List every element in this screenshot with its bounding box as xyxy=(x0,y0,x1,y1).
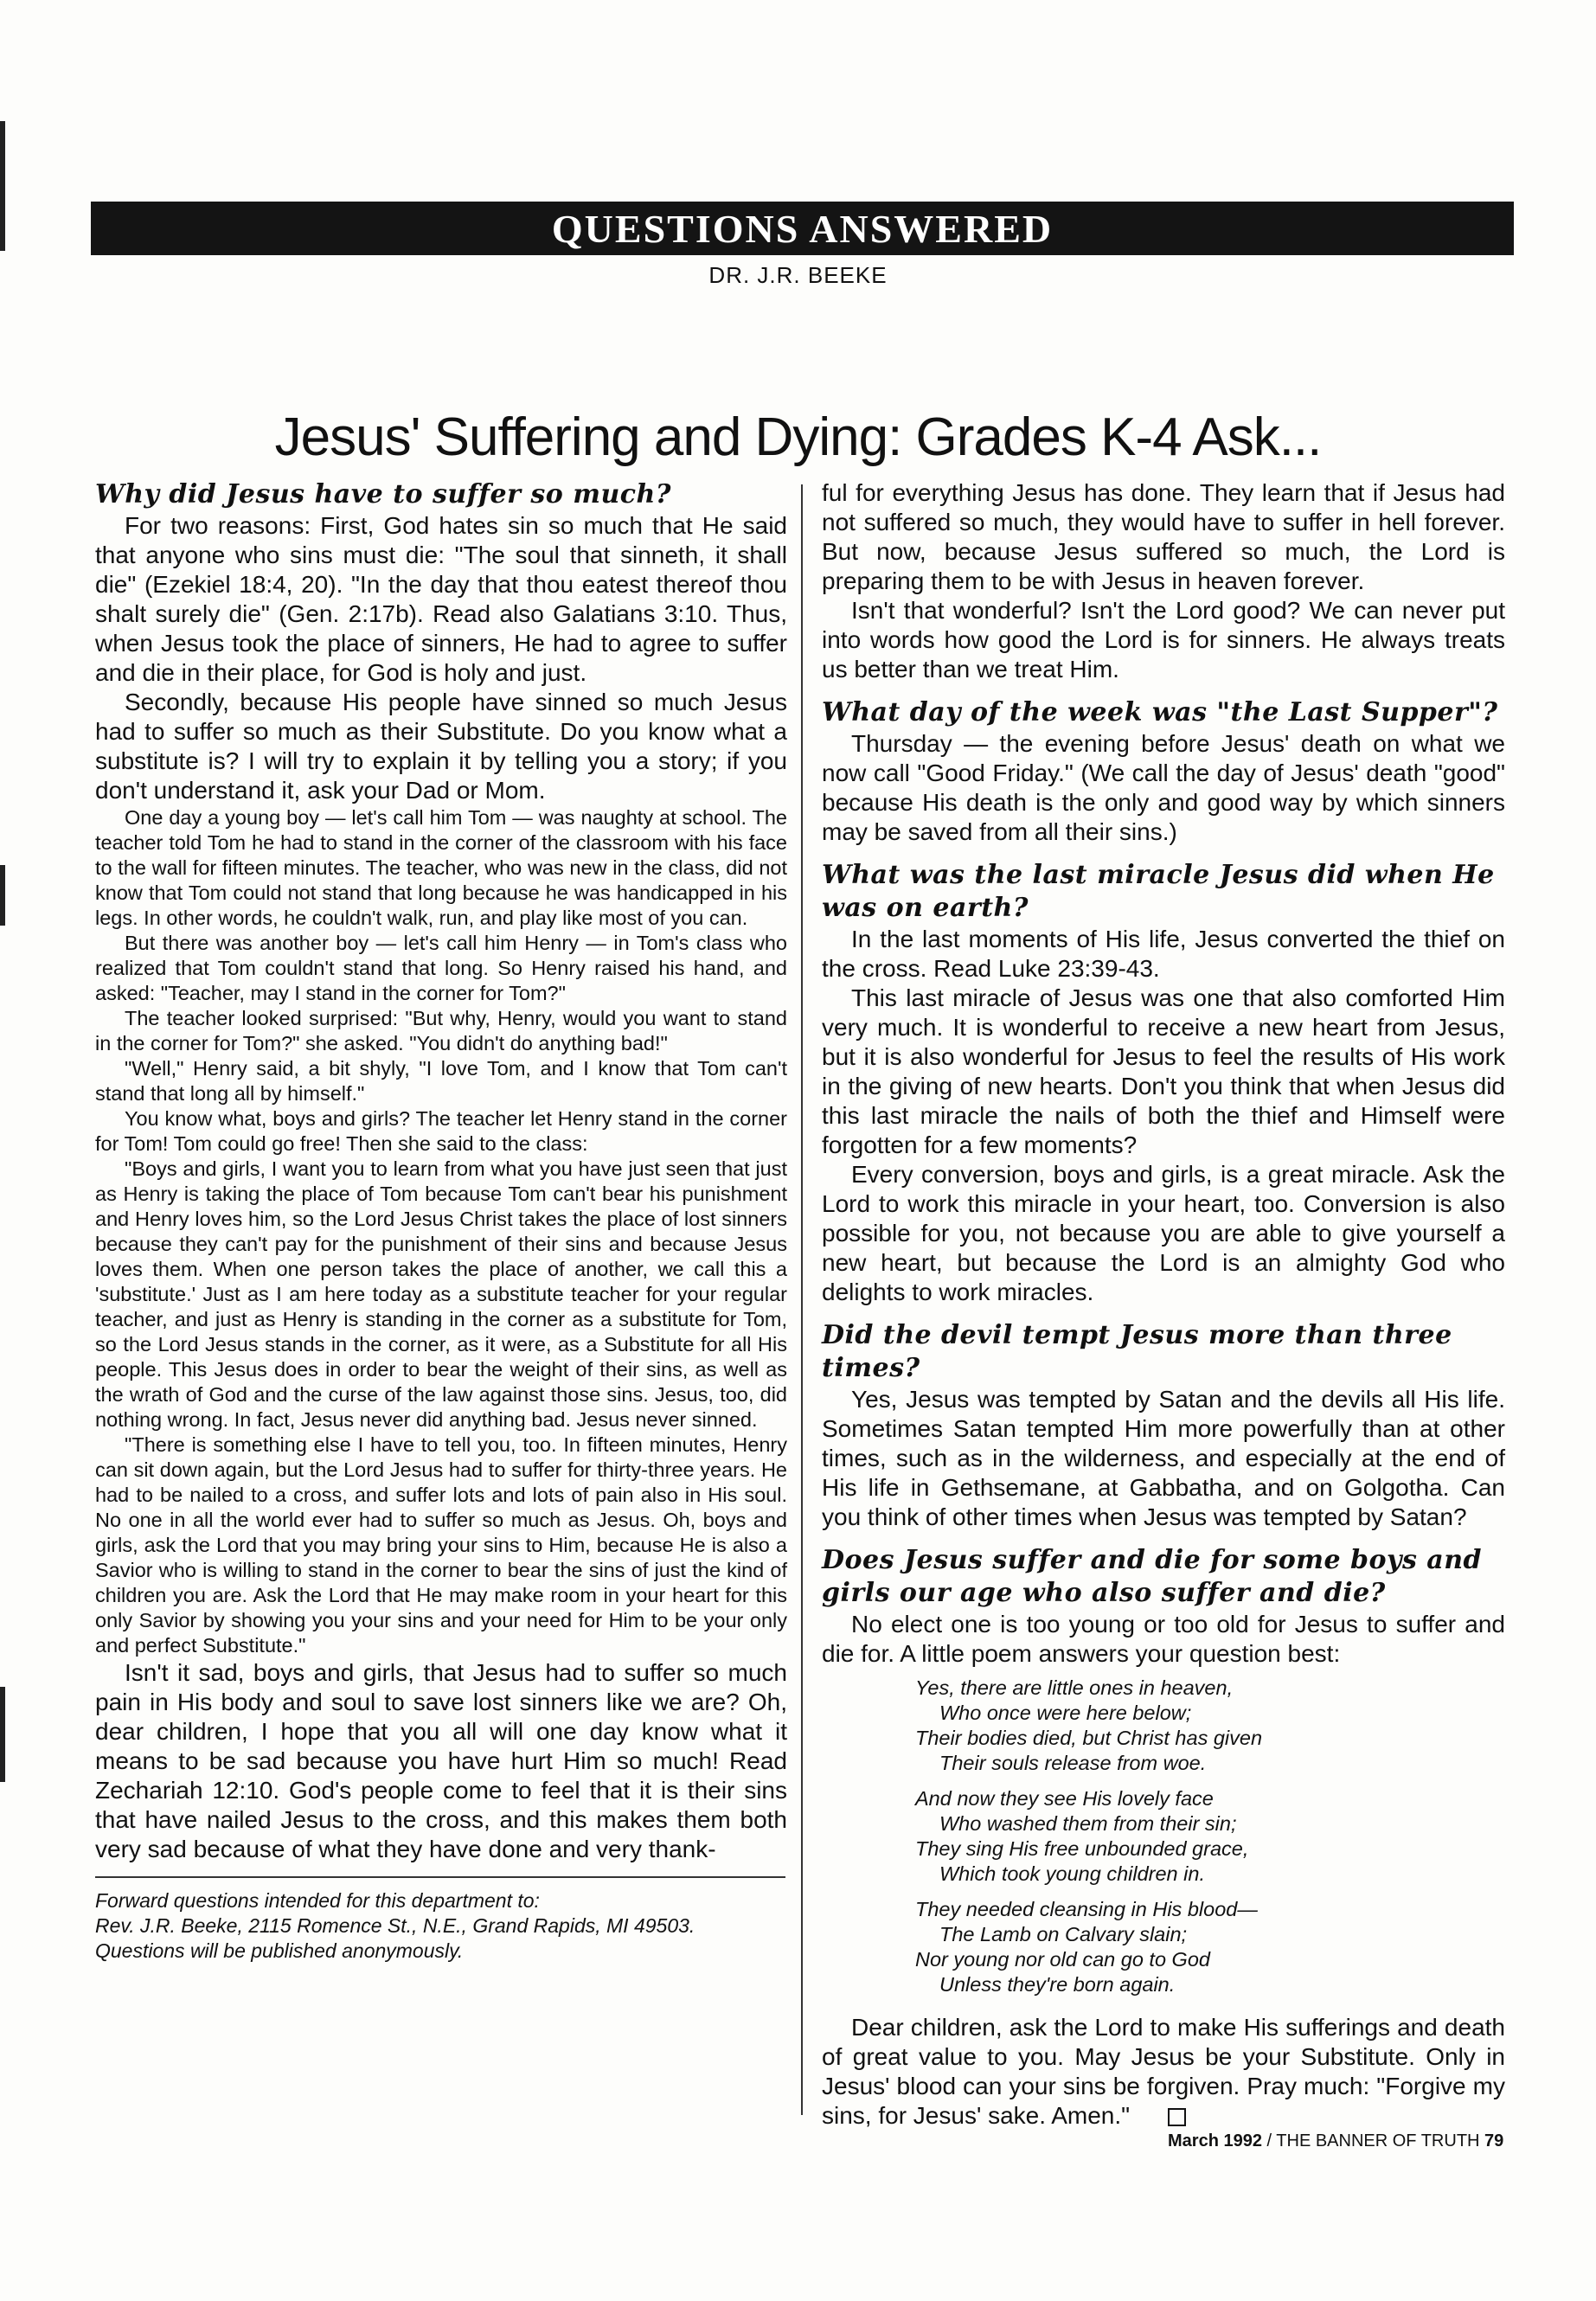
poem-line: Their souls release from woe. xyxy=(939,1752,1207,1774)
story-paragraph: "Well," Henry said, a bit shyly, "I love Tom, and I know that Tom can't stand that long all by himself." xyxy=(95,1057,787,1105)
story-paragraph: One day a young boy — let's call him Tom — was naughty at school. The teacher told Tom he had to stand in the corner of the classroom with his face to the wall for fifteen minutes. The teacher, who was new in the class, did not know that Tom could not stand that long because he was handicapped in his legs. In other words, he couldn't walk, run, and play like most of you can. xyxy=(95,806,787,929)
scan-edge-low xyxy=(0,1687,5,1782)
footnote-line: Rev. J.R. Beeke, 2115 Romence St., N.E., Grand Rapids, MI 49503. xyxy=(95,1914,695,1937)
story-paragraph: You know what, boys and girls? The teacher let Henry stand in the corner for Tom! Tom could go free! Then she said to the class: xyxy=(95,1107,787,1155)
poem-line: Who once were here below; xyxy=(939,1702,1192,1724)
poem-line: Nor young nor old can go to God xyxy=(915,1948,1210,1971)
question-heading: Did the devil tempt Jesus more than three times? xyxy=(822,1320,1452,1383)
paragraph: No elect one is too young or too old for Jesus to suffer and die for. A little poem answers your question best: xyxy=(822,1611,1505,1667)
scan-edge-mid xyxy=(0,865,5,926)
poem-line: Which took young children in. xyxy=(939,1862,1205,1885)
poem-line: They needed cleansing in His blood— xyxy=(915,1898,1258,1920)
paragraph: For two reasons: First, God hates sin so much that He said that anyone who sins must die: "The soul that sinneth, it shall die" (Ezekiel 18:4, 20). "In the day that thou eatest thereof thou shalt surely die" (Gen. 2:17b). Read also Galatians 3:10. Thus, when Jesus took the place of sinners, He had to agree to suffer and die in their place, for God is holy and just. xyxy=(95,512,787,686)
column-divider xyxy=(801,484,803,2115)
paragraph: Isn't that wonderful? Isn't the Lord good? We can never put into words how good the Lord is for sinners. He always treats us better than we treat Him. xyxy=(822,597,1505,683)
paragraph: Thursday — the evening before Jesus' death on what we now call "Good Friday." (We call the day of Jesus' death "good" because His death is the only and good way by which sinners may be saved from all their sins.) xyxy=(822,730,1505,845)
story-paragraph: "There is something else I have to tell you, too. In fifteen minutes, Henry can sit down again, but the Lord Jesus had to suffer for thirty-three years. He had to be nailed to a cross, and suffer lots and lots of pain also in His soul. No one in all the world ever had to suffer so much as Jesus. Oh, boys and girls, ask the Lord that you may bring your sins to Him, because He is also a Savior who is willing to stand in the corner to bear the sins of just the kind of children you are. Ask the Lord that He may make room in your heart for this only Savior by showing you your sins and your need for Him to be your only and perfect Substitute." xyxy=(95,1433,787,1657)
closing-text: Dear children, ask the Lord to make His sufferings and death of great value to you. May Jesus be your Substitute. Only in Jesus' blood can your sins be forgiven. Pray much: "Forgive my sins, for Jesus' sake. Amen." xyxy=(822,2014,1505,2129)
poem-stanza xyxy=(822,1897,1505,1997)
question-heading: Does Jesus suffer and die for some boys and girls our age who also suffer and die? xyxy=(822,1545,1483,1608)
paragraph: Every conversion, boys and girls, is a great miracle. Ask the Lord to work this miracle in your heart, too. Conversion is also possible for you, not because you are able to give yourself a new heart, but because the Lord is an almighty God who delights to work miracles. xyxy=(822,1161,1505,1305)
poem-line: Unless they're born again. xyxy=(939,1973,1176,1996)
publication-name: / THE BANNER OF TRUTH xyxy=(1261,2131,1485,2150)
poem-line: Their bodies died, but Christ has given xyxy=(915,1727,1263,1749)
footnote-line: Questions will be published anonymously. xyxy=(95,1939,464,1962)
poem-line: The Lamb on Calvary slain; xyxy=(939,1923,1188,1945)
author-byline: DR. J.R. BEEKE xyxy=(708,262,888,288)
story-paragraph: But there was another boy — let's call him Henry — in Tom's class who realized that Tom couldn't stand that long. So Henry raised his hand, and asked: "Teacher, may I stand in the corner for Tom?" xyxy=(95,932,787,1004)
paragraph: ful for everything Jesus has done. They learn that if Jesus had not suffered so much, they would have to suffer in hell forever. But now, because Jesus suffered so much, the Lord is preparing them to be with Jesus in heaven forever. xyxy=(822,479,1505,594)
section-banner xyxy=(91,202,1514,255)
story-paragraph: The teacher looked surprised: "But why, Henry, would you want to stand in the corner for Tom?" she asked. "You didn't do anything bad!" xyxy=(95,1007,787,1054)
paragraph: Yes, Jesus was tempted by Satan and the devils all His life. Sometimes Satan tempted Him more powerfully than at other times, such as in the wilderness, and especially at the end of His life in Gethsemane, at Gabbatha, and on Golgotha. Can you think of other times when Jesus was tempted by Satan? xyxy=(822,1386,1505,1530)
poem-stanza xyxy=(822,1676,1505,1776)
paragraph: In the last moments of His life, Jesus converted the thief on the cross. Read Luke 23:39-43. xyxy=(822,926,1505,982)
footnote-line: Forward questions intended for this department to: xyxy=(95,1889,540,1912)
left-column xyxy=(95,478,787,1964)
story-paragraph: "Boys and girls, I want you to learn from what you have just seen that just as Henry is taking the place of Tom because Tom can't bear his punishment and Henry loves him, so the Lord Jesus Christ takes the place of lost sinners because they can't pay for the punishment of their sins and because Jesus loves them. When one person takes the place of another, we call this a 'substitute.' Just as I am here today as a substitute teacher for your regular teacher, and just as Henry is standing in the corner as a substitute for Tom, so the Lord Jesus stands in the corner, as it were, as a Substitute for all His people. This Jesus does in order to bear the weight of their sins, as well as the wrath of God and the curse of the law against those sins. Jesus, too, did nothing wrong. In fact, Jesus never did anything bad. Jesus never sinned. xyxy=(95,1157,787,1431)
footnote-divider xyxy=(95,1876,785,1878)
page-footer xyxy=(1168,2131,1503,2151)
poem-stanza xyxy=(822,1786,1505,1887)
end-mark-icon xyxy=(1168,2108,1186,2126)
poem-line: Yes, there are little ones in heaven, xyxy=(915,1676,1234,1699)
article-headline: Jesus' Suffering and Dying: Grades K-4 Ask... xyxy=(274,407,1322,467)
page-number: 79 xyxy=(1484,2131,1504,2150)
paragraph: Secondly, because His people have sinned so much Jesus had to suffer so much as their Substitute. Do you know what a substitute is? I will try to explain it by telling you a story; if you don't understand it, ask your Dad or Mom. xyxy=(95,689,787,804)
poem xyxy=(822,1676,1505,1997)
banner-title: QUESTIONS ANSWERED xyxy=(551,206,1054,251)
scan-edge-top xyxy=(0,121,5,251)
paragraph: This last miracle of Jesus was one that also comforted Him very much. It is wonderful to receive a new heart from Jesus, but it is also wonderful for Jesus to feel the results of His work in the giving of new hearts. Don't you think that when Jesus did this last miracle the nails of both the thief and Himself were forgotten for a few moments? xyxy=(822,984,1505,1158)
paragraph: Isn't it sad, boys and girls, that Jesus had to suffer so much pain in His body and soul to save lost sinners like we are? Oh, dear children, I hope that you all will one day know what it means to be sad because you have hurt Him so much! Read Zechariah 12:10. God's people come to feel that it is their sins that have nailed Jesus to the cross, and this makes them both very sad because of what they have done and very thank- xyxy=(95,1659,787,1862)
poem-line: Who washed them from their sin; xyxy=(939,1812,1237,1835)
right-column xyxy=(822,478,1505,2131)
issue-date: March 1992 xyxy=(1168,2131,1262,2150)
poem-line: And now they see His lovely face xyxy=(915,1787,1214,1810)
closing-paragraph xyxy=(822,2013,1505,2131)
question-heading: Why did Jesus have to suffer so much? xyxy=(95,479,671,510)
question-heading: What day of the week was "the Last Supper"? xyxy=(822,697,1498,727)
poem-line: They sing His free unbounded grace, xyxy=(915,1837,1249,1860)
question-heading: What was the last miracle Jesus did when He was on earth? xyxy=(822,860,1495,923)
